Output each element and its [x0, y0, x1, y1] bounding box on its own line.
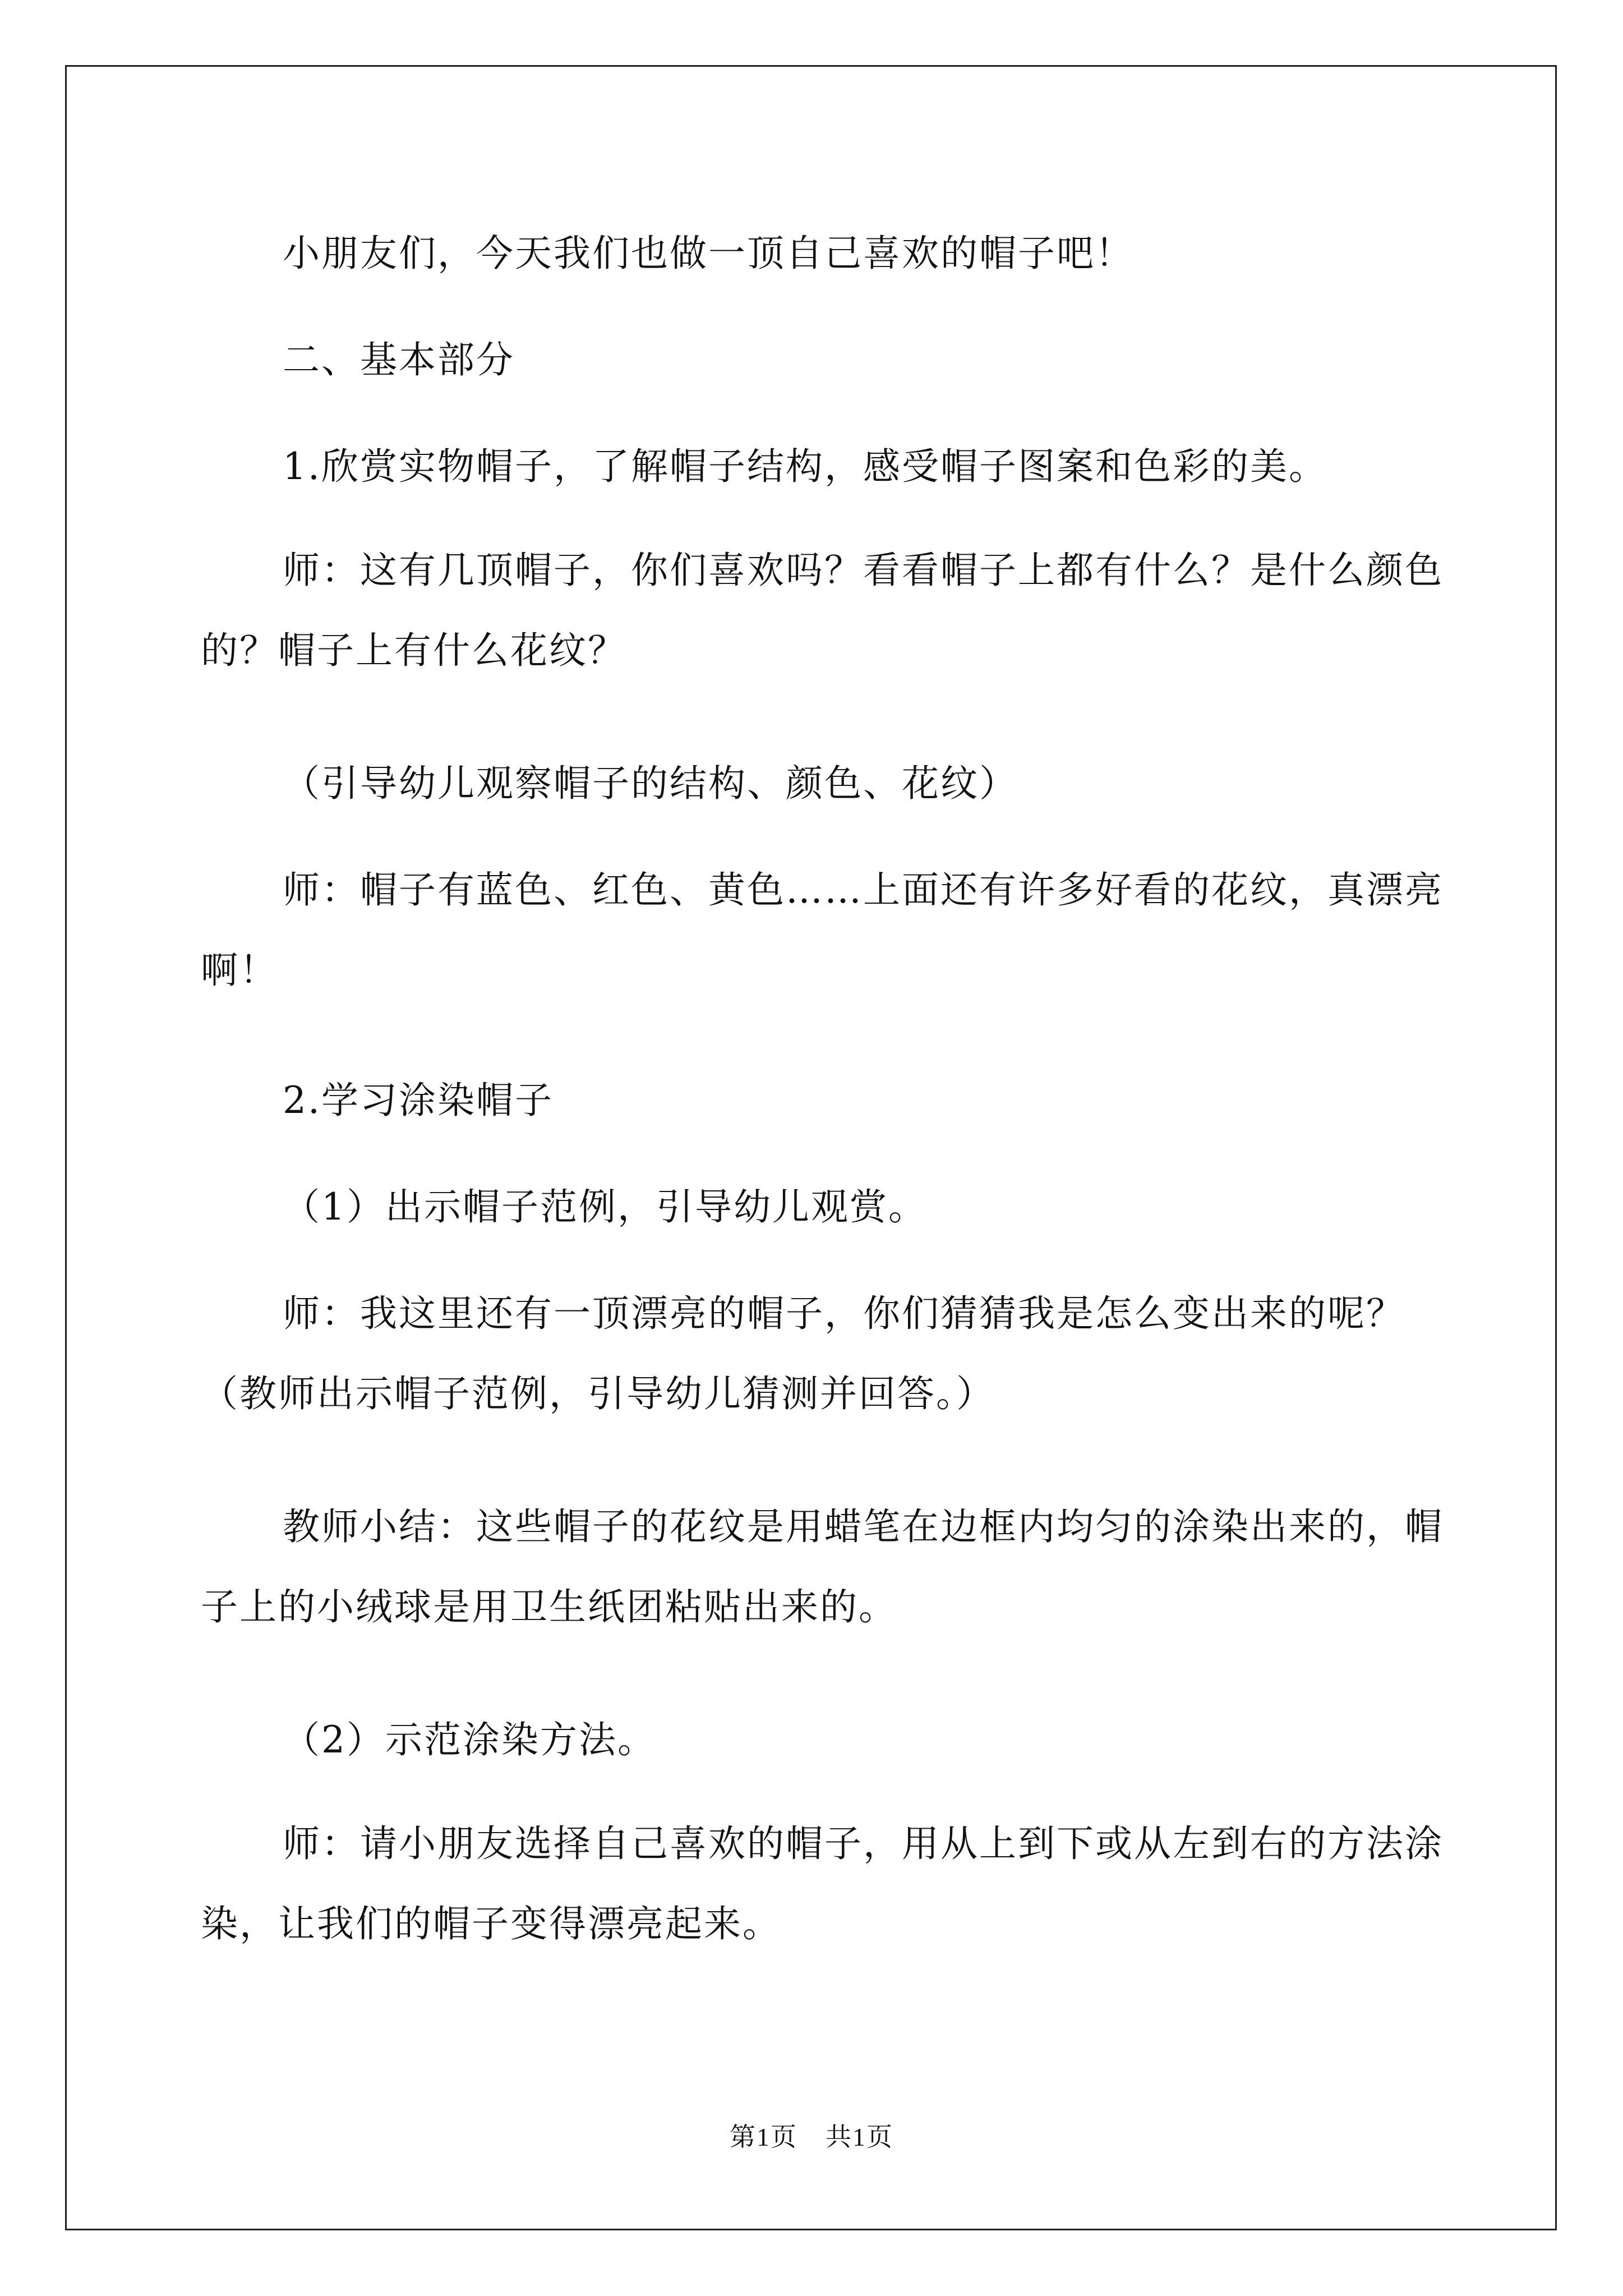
- page-number-total: 共1页: [826, 2123, 893, 2151]
- page-footer: [0, 2120, 1623, 2154]
- paragraph-substep-1: （1）出示帽子范例，引导幼儿观赏。: [283, 1185, 927, 1228]
- section-heading-basic: 二、基本部分: [283, 338, 515, 381]
- paragraph-guide-note: （引导幼儿观察帽子的结构、颜色、花纹）: [283, 762, 1018, 805]
- page-number-current: 第1页: [730, 2123, 797, 2151]
- paragraph-teacher-question: 师：这有几顶帽子，你们喜欢吗？看看帽子上都有什么？是什么颜色的？帽子上有什么花纹？: [201, 549, 1444, 672]
- paragraph-teacher-example: 师：我这里还有一顶漂亮的帽子，你们猜猜我是怎么变出来的呢？（教师出示帽子范例，引导幼儿猜测并回答。）: [201, 1292, 1405, 1415]
- paragraph-step-2: 2.学习涂染帽子: [283, 1079, 554, 1122]
- paragraph-teacher-instruction: 师：请小朋友选择自己喜欢的帽子，用从上到下或从左到右的方法涂染，让我们的帽子变得漂亮起来。: [201, 1822, 1444, 1945]
- paragraph-step-1: 1.欣赏实物帽子，了解帽子结构，感受帽子图案和色彩的美。: [283, 445, 1327, 488]
- paragraph-substep-2: （2）示范涂染方法。: [283, 1718, 656, 1761]
- paragraph-teacher-colors: 师：帽子有蓝色、红色、黄色……上面还有许多好看的花纹，真漂亮啊！: [201, 868, 1444, 992]
- paragraph-intro: 小朋友们，今天我们也做一顶自己喜欢的帽子吧！: [283, 232, 1134, 275]
- paragraph-teacher-summary: 教师小结：这些帽子的花纹是用蜡笔在边框内均匀的涂染出来的，帽子上的小绒球是用卫生纸团粘贴出来的。: [201, 1505, 1444, 1628]
